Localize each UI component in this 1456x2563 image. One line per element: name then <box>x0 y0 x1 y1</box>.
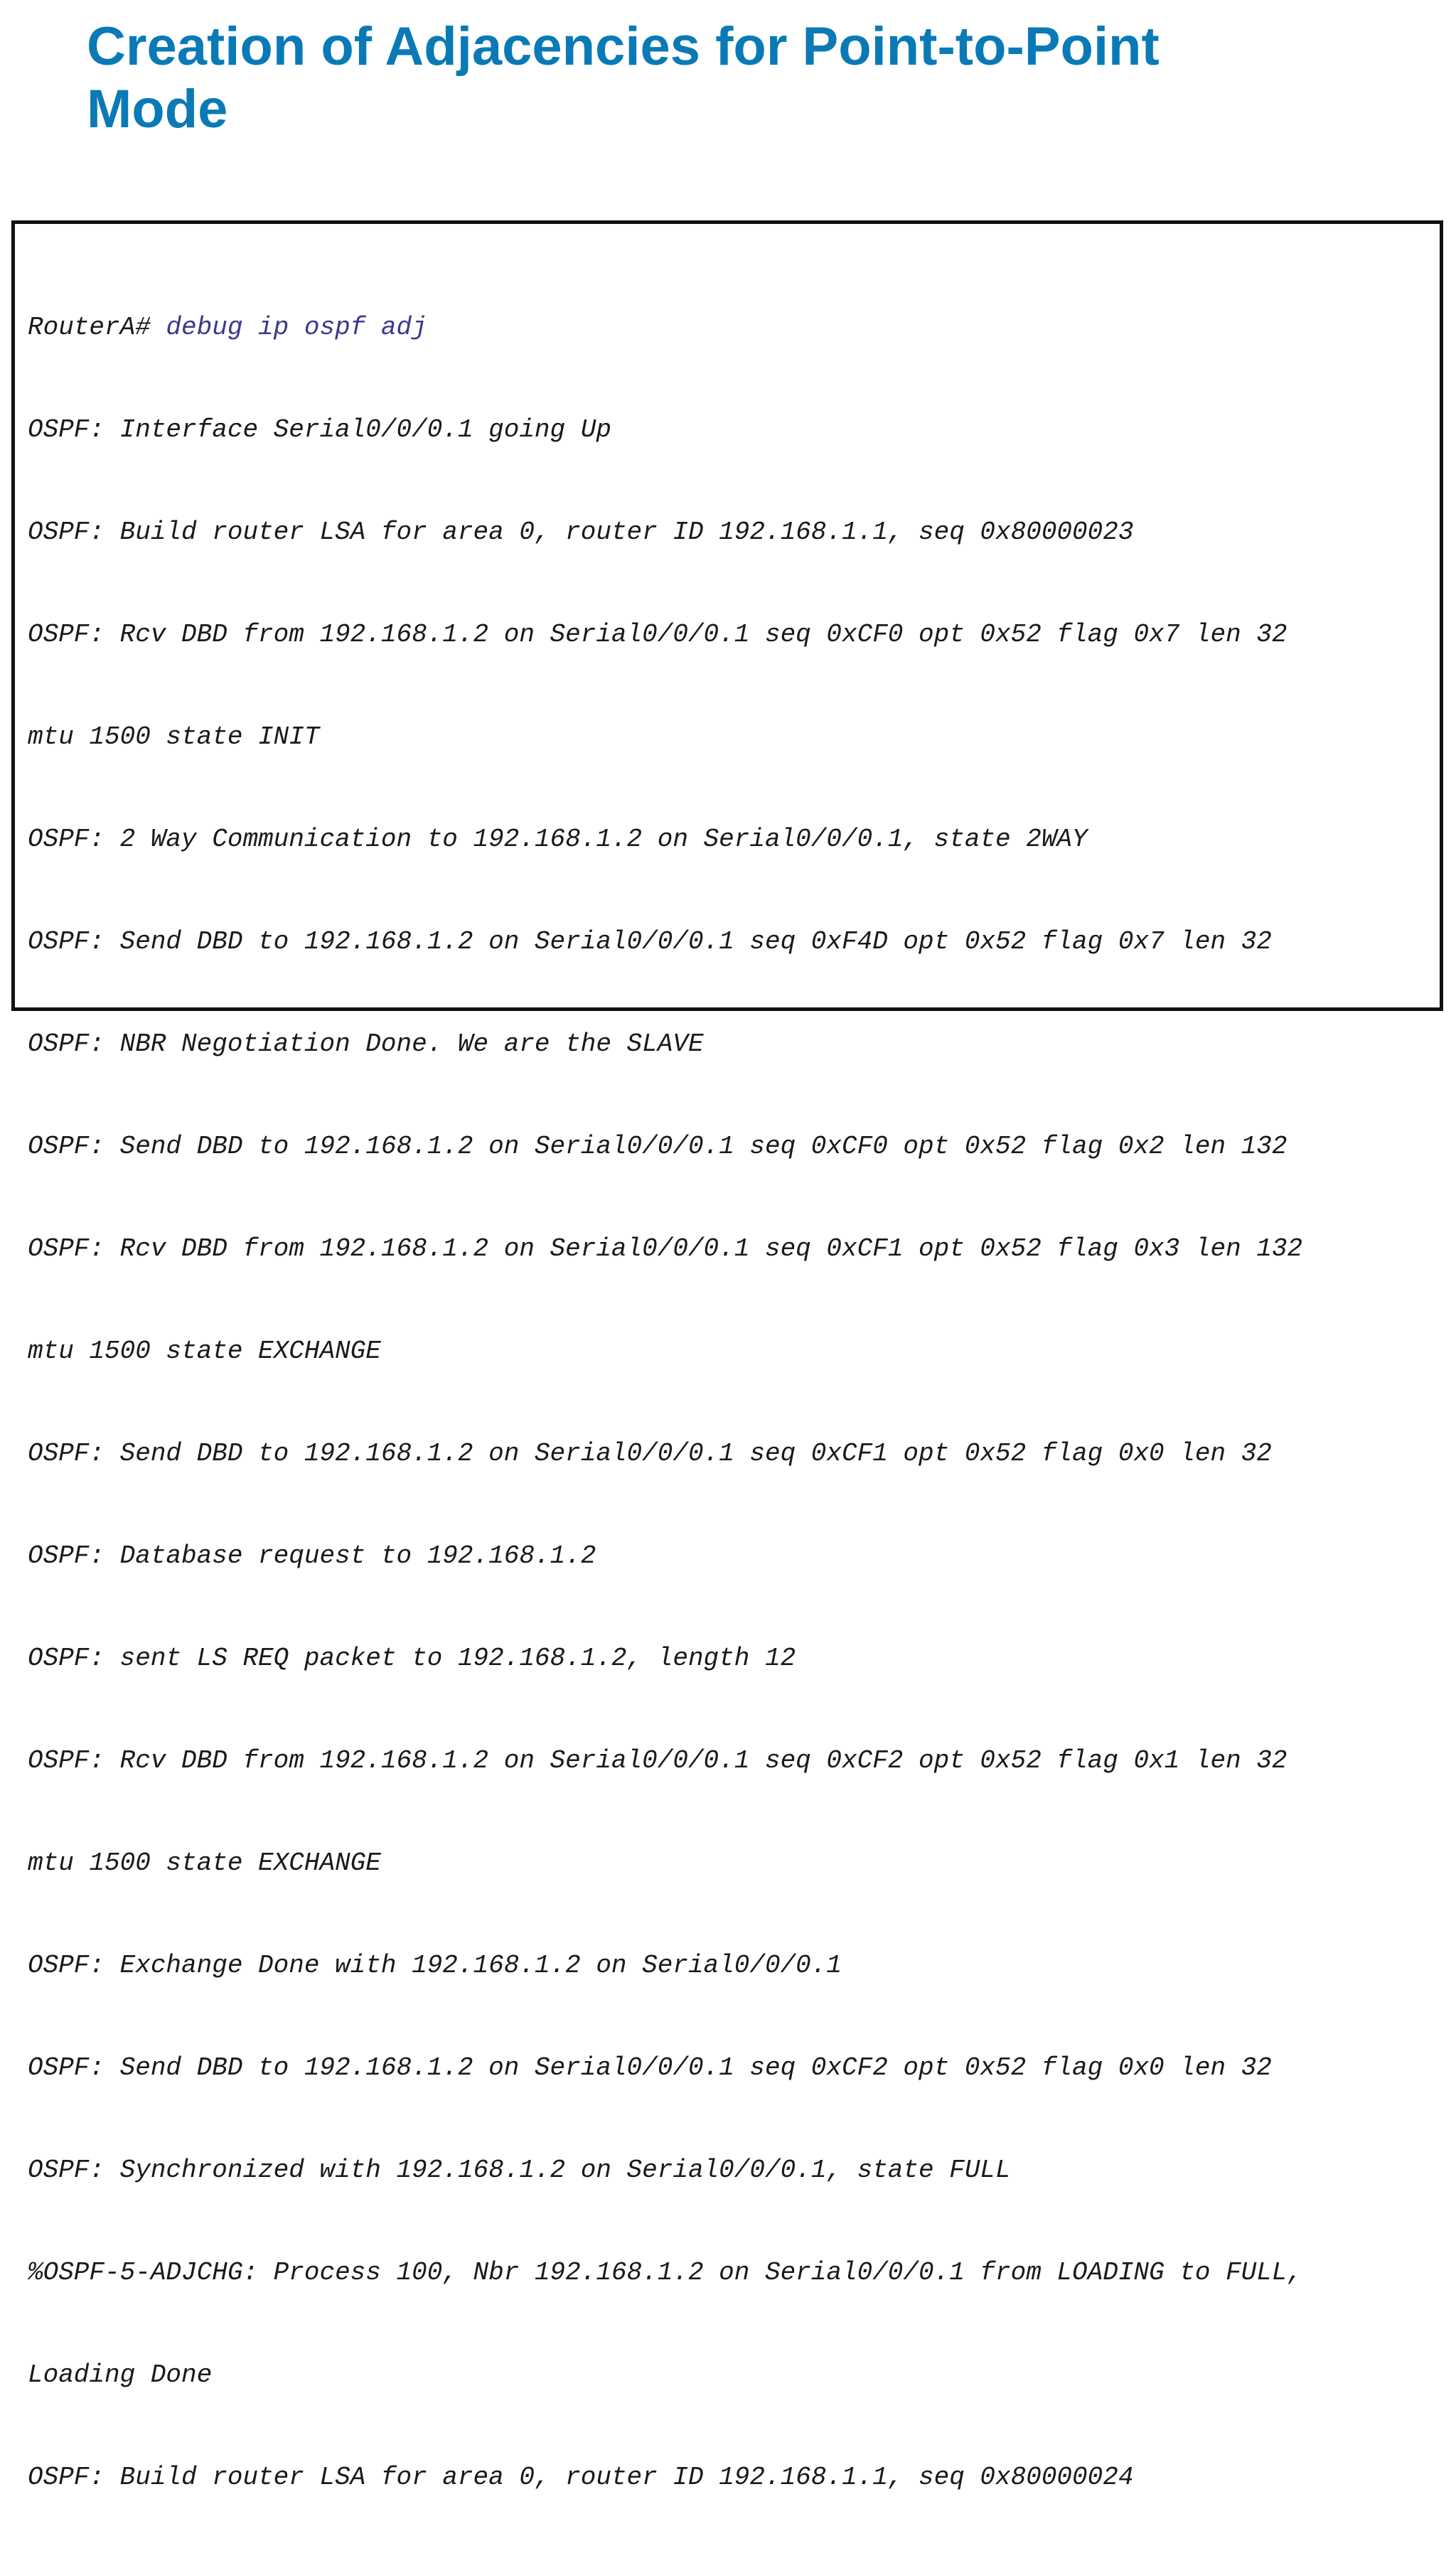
log-line: OSPF: sent LS REQ packet to 192.168.1.2, length 12 <box>28 1644 796 1673</box>
log-line: OSPF: NBR Negotiation Done. We are the SLAVE <box>28 1029 704 1059</box>
command-line <box>28 311 1302 345</box>
log-line: OSPF: Rcv DBD from 192.168.1.2 on Serial0/0/0.1 seq 0xCF0 opt 0x52 flag 0x7 len 32 <box>28 620 1288 649</box>
console-output <box>28 242 1302 2563</box>
log-line: OSPF: Send DBD to 192.168.1.2 on Serial0/0/0.1 seq 0xCF1 opt 0x52 flag 0x0 len 32 <box>28 1439 1272 1468</box>
log-line: Loading Done <box>28 2360 213 2390</box>
log-line: mtu 1500 state EXCHANGE <box>28 1848 381 1878</box>
log-line: OSPF: Build router LSA for area 0, router ID 192.168.1.1, seq 0x80000023 <box>28 518 1134 547</box>
log-line: %OSPF-5-ADJCHG: Process 100, Nbr 192.168.1.2 on Serial0/0/0.1 from LOADING to FULL, <box>28 2258 1303 2287</box>
slide-title <box>87 16 1409 141</box>
log-line: OSPF: Build router LSA for area 0, router ID 192.168.1.1, seq 0x80000024 <box>28 2463 1134 2492</box>
log-line: OSPF: Interface Serial0/0/0.1 going Up <box>28 415 611 444</box>
log-line: mtu 1500 state INIT <box>28 722 320 751</box>
log-line: OSPF: Send DBD to 192.168.1.2 on Serial0/0/0.1 seq 0xCF2 opt 0x52 flag 0x0 len 32 <box>28 2053 1272 2082</box>
debug-command: debug ip ospf adj <box>166 313 427 342</box>
console-output-box <box>11 220 1443 2492</box>
slide-title-line-2: Mode <box>87 79 228 139</box>
log-line: OSPF: Rcv DBD from 192.168.1.2 on Serial0/0/0.1 seq 0xCF1 opt 0x52 flag 0x3 len 132 <box>28 1234 1303 1263</box>
log-line: OSPF: Exchange Done with 192.168.1.2 on Serial0/0/0.1 <box>28 1951 842 1980</box>
log-line: OSPF: Send DBD to 192.168.1.2 on Serial0/0/0.1 seq 0xF4D opt 0x52 flag 0x7 len 32 <box>28 927 1272 956</box>
log-line: OSPF: 2 Way Communication to 192.168.1.2 on Serial0/0/0.1, state 2WAY <box>28 825 1088 854</box>
log-line: OSPF: Synchronized with 192.168.1.2 on Serial0/0/0.1, state FULL <box>28 2156 1011 2185</box>
log-line: OSPF: Rcv DBD from 192.168.1.2 on Serial0/0/0.1 seq 0xCF2 opt 0x52 flag 0x1 len 32 <box>28 1746 1288 1775</box>
log-line: OSPF: Database request to 192.168.1.2 <box>28 1541 596 1571</box>
log-line: OSPF: Send DBD to 192.168.1.2 on Serial0/0/0.1 seq 0xCF0 opt 0x52 flag 0x2 len 132 <box>28 1132 1288 1161</box>
router-prompt: RouterA# <box>28 313 166 342</box>
log-line: mtu 1500 state EXCHANGE <box>28 1337 381 1366</box>
slide-title-line-1: Creation of Adjacencies for Point-to-Point <box>87 16 1160 77</box>
